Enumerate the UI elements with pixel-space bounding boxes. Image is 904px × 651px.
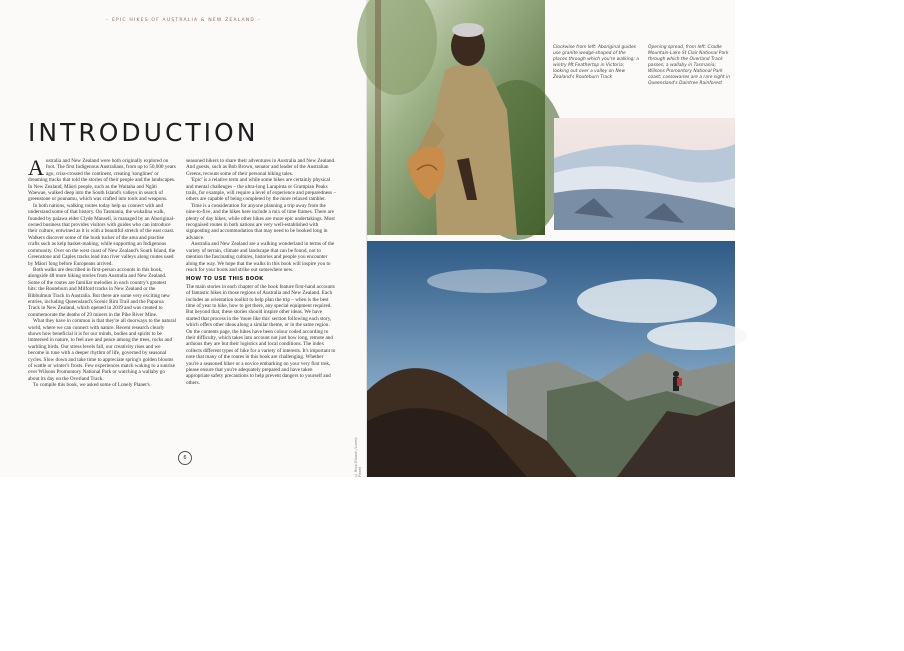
- page-number: 6: [178, 451, 192, 465]
- paragraph: 'Epic' is a relative term and while some hikes are certainly physical and mental challenges – the ultra-long Larapinta or Grampian Peaks trails, for example, will require a level of experience and preparedness – others are capable of being completed by the more relaxed rambler.: [186, 177, 336, 203]
- photo-mountain-valley-hiker: [367, 241, 756, 651]
- photo-caption: Clockwise from left: Aboriginal guides use granite wedge-shaped of the places through which you're walking; a wintry Mt Feathertop in Victoria; looking out over a valley on New Zealand's Routeburn Track: [553, 45, 640, 80]
- page-title: INTRODUCTION: [28, 118, 259, 147]
- drop-cap: A: [28, 155, 44, 180]
- paragraph: seasoned hikers to share their adventures in Australia and New Zealand. And guests, such as Bob Brown, senator and leader of the Australian Greens, recount some of their personal hiking tales.: [186, 158, 336, 177]
- section-subhead: HOW TO USE THIS BOOK: [186, 276, 264, 283]
- paragraph: To compile this book, we asked some of Lonely Planet's: [33, 382, 150, 389]
- paragraph: Both walks are described in first-person accounts in this book, alongside 48 more hiking stories from Australia and New Zealand. Some of the routes are familiar melodies in each country's greatest hits: the Routeburn and Milford tracks in New Zealand or the Bibbulmun Track in Australia. But there are some very exciting new entries, including Queensland's Scenic Rim Trail and the Paparoa Track in New Zealand, which opened in 2019 and was created to commemorate the deaths of 29 miners in the Pike River Mine.: [28, 266, 170, 318]
- body-column-2: [186, 158, 336, 386]
- photo-snowy-mountain: [554, 118, 735, 230]
- paragraph: The main stories in each chapter of the book feature first-hand accounts of fantastic hikes in those regions of Australia and New Zealand. Each includes an orientation toolkit to help plan the trip – when is the best time of year to hike, how to get there, any special equipment required. But beyond that, these stories should inspire other ideas. We have started that process in the 'more like this' section following each story, which offers other ideas along a similar theme, or in the same region. On the contents page, the hikes have been colour coded according to their difficulty, which takes into account not just how long, remote and arduous they are but their logistics and local conditions. The index collects different types of hike for a variety of interests. It's important to note that many of the routes in this book are challenging. Whether you're a seasoned hiker or a novice embarking on your very first trek, please ensure that you're adequately prepared and have taken appropriate safety precautions to help prevent dangers to yourself and others.: [186, 283, 336, 386]
- photo-caption: Opening spread, from left: Cradle Mountain-Lake St Clair National Park through which the Overland Track passes; a wallaby in Tasmania; Wilsons Promontory National Park coast; cassowaries are a rare sight in Queensland's Daintree Rainforest: [648, 45, 731, 86]
- photo-credit: © Gina Cole / Lonely Planet: [736, 640, 756, 651]
- paragraph: Australia and New Zealand were both originally explored on foot. The first Indigenous Australians, from up to 50,000 years ago, criss-crossed the continent, creating 'songlines' or dreaming tracks that told the stories of their people and the landscapes. In New Zealand, Māori people, such as the Waitaha and Ngāti Waewae, walked deep into the South Island's valleys in search of greenstone or pounamu, which was crafted into tools and weapons.: [28, 155, 176, 203]
- paragraph: Time is a consideration for anyone planning a trip away from the nine-to-five, and the hikes here include a mix of time frames. There are plenty of day hikes, while other hikes are more epic undertakings. Most recognised routes in both nations are very well-established with signposting and accommodation that may need to be booked long in advance.: [186, 202, 335, 241]
- photo-credit: © Matt Munro / Lonely Planet: [900, 180, 904, 228]
- paragraph: What they have in common is that they're all doorways to the natural world, where we can connect with nature. Recent research clearly shows how beneficial it is for our minds, bodies and spirits to be immersed in nature, to feel awe and peace among the trees, rocks and warbling birds. Our stress levels fall, our creativity rises and we become in tune with a deeper rhythm of life, governed by seasonal cycles. Slow down and take time to appreciate spring's golden blooms of wattle or winter's frosts. Few experiences match waking to a sunrise over Wilsons Promontory National Park or watching a wallaby go about its day on the Overland Track.: [28, 318, 176, 382]
- body-column-1: [28, 155, 176, 389]
- paragraph: In both nations, walking routes today help us connect with and understand some of that history. On Tasmania, the wukalina walk, founded by palawa elder Clyde Mansell, is managed by an Aboriginal-owned business that provides visitors with guides who can introduce their culture, entwined as it is with a beautiful stretch of the east coast. Walkers discover some of the bush tucker of the area and practise crafts such as kelp basket-making, while supporting an Indigenous community. Over on the west coast of New Zealand's South Island, the Greenstone and Caples tracks lead into river valleys along routes used by Māori long before Europeans arrived.: [28, 202, 176, 267]
- running-head: – EPIC HIKES OF AUSTRALIA & NEW ZEALAND –: [105, 18, 262, 23]
- photo-credit: © Rosa D'Aaron / Lonely Planet: [354, 437, 362, 477]
- paragraph: Australia and New Zealand are a walking wonderland in terms of the variety of terrain, climate and landscape that can be found, not to mention the fascinating cultures, histories and people you encounter along the way. We hope that the walks in this book will inspire you to reach for your boots and strike out somewhere new.: [186, 241, 335, 273]
